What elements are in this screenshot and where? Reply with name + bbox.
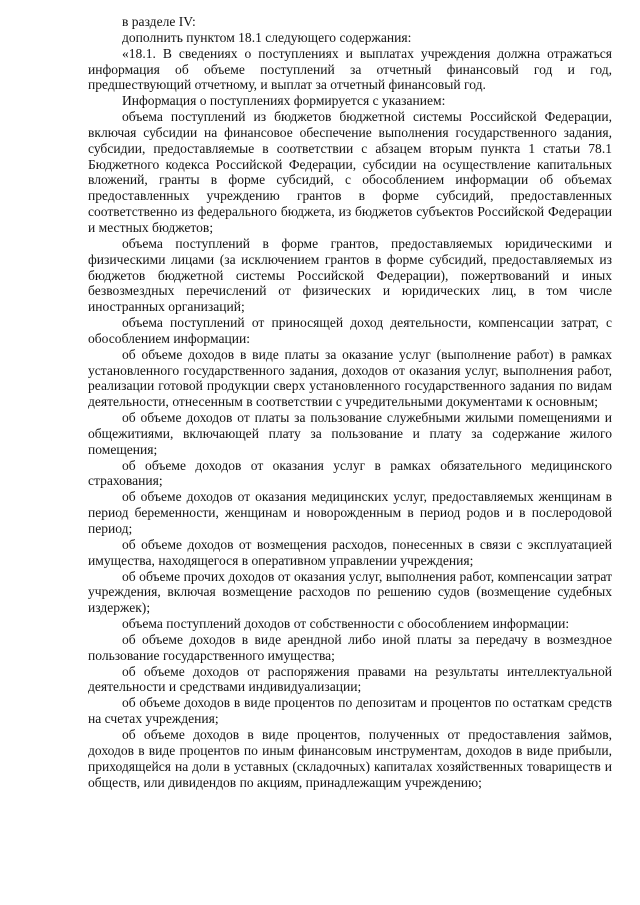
paragraph-budget-receipts: объема поступлений из бюджетов бюджетной системы Российской Федерации, включая субсидии на финансовое обеспечение выполнения государственного задания, субсидии, предоставляемые в соответствии с абзацем вторым пункта 1 статьи 78.1 Бюджетного кодекса Российской Федерации, субсидии на осуществление капитальных вложений, гранты в форме субсидий, с обособлением информации об объемах предоставленных учреждению грантов в форме субсидий, предоставленных соответственно из федерального бюджета, из бюджетов субъектов Российской Федерации и местных бюджетов;: [88, 109, 612, 235]
paragraph-income-activity: объема поступлений от приносящей доход деятельности, компенсации затрат, с обособлением информации:: [88, 315, 612, 346]
paragraph-info-intro: Информация о поступлениях формируется с указанием:: [122, 93, 446, 109]
paragraph-service-fees: об объеме доходов в виде платы за оказание услуг (выполнение работ) в рамках установленного государственного задания, доходов от оказания услуг, выполнения работ, реализации готовой продукции сверх установленного государственного задания по видам деятельности, отнесенным в соответствии с учредительными документами к основным;: [88, 346, 612, 410]
paragraph-grants-receipts: объема поступлений в форме грантов, предоставляемых юридическими и физическими лицами (за исключением грантов в форме субсидий, предоставляемых из бюджетов бюджетной системы Российской Федерации), пожертвований и иных безвозмездных перечислений от физических и юридических лиц, в том числе иностранных организаций;: [88, 235, 612, 315]
paragraph-medical-insurance: об объеме доходов от оказания услуг в рамках обязательного медицинского страхования;: [88, 457, 612, 489]
paragraph-other-income: об объеме прочих доходов от оказания услуг, выполнения работ, компенсации затрат учреждения, включая возмещение расходов по решению судов (возмещение судебных издержек);: [88, 568, 612, 616]
paragraph-loan-interest: об объеме доходов в виде процентов, полученных от предоставления займов, доходов в виде процентов по иным финансовым инструментам, доходов в виде прибыли, приходящейся на доли в уставных (складочных) капиталах хозяйственных товариществ и обществ, или дивидендов по акциям, принадлежащим учреждению;: [88, 726, 612, 790]
paragraph-property-income: объема поступлений доходов от собственности с обособлением информации:: [122, 616, 570, 632]
paragraph-deposit-interest: об объеме доходов в виде процентов по депозитам и процентов по остаткам средств на счетах учреждения;: [88, 695, 612, 727]
paragraph-maternity-services: об объеме доходов от оказания медицинских услуг, предоставляемых женщинам в период беременности, женщинам и новорожденным в период родов и в послеродовой период;: [88, 489, 612, 536]
paragraph-expense-reimbursement: об объеме доходов от возмещения расходов, понесенных в связи с эксплуатацией имущества, находящегося в оперативном управлении учреждения;: [88, 536, 612, 568]
paragraph-section-ref: в разделе IV:: [122, 14, 196, 29]
document-page: [88, 14, 612, 790]
paragraph-amendment-intro: дополнить пунктом 18.1 следующего содержания:: [122, 29, 412, 45]
paragraph-clause-18-1: «18.1. В сведениях о поступлениях и выплатах учреждения должна отражаться информация об объеме поступлений за отчетный финансовый год и год, предшествующий отчетному, и выплат за отчетный финансовый год.: [88, 45, 612, 93]
paragraph-ip-income: об объеме доходов от распоряжения правами на результаты интеллектуальной деятельности и средствами индивидуализации;: [88, 663, 612, 695]
paragraph-housing-fees: об объеме доходов от платы за пользование служебными жилыми помещениями и общежитиями, включающей плату за пользование и плату за содержание жилого помещения;: [88, 410, 612, 457]
paragraph-rent-income: об объеме доходов в виде арендной либо иной платы за передачу в возмездное пользование государственного имущества;: [88, 631, 612, 663]
